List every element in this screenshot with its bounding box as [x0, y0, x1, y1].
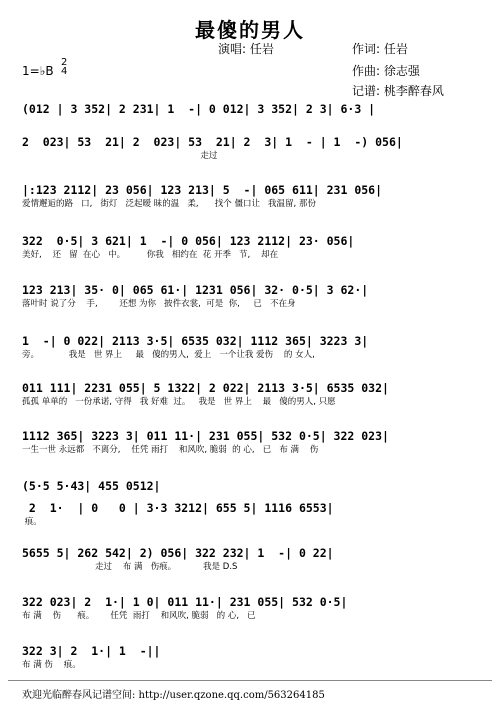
score-row: [22, 594, 462, 622]
lyrics: 布 满 伤 痕。 任凭 雨打 和风吹, 脆弱 的 心, 已: [22, 611, 256, 621]
notes: 2 023| 53 21| 2 023| 53 21| 2 3| 1 - | 1 -) 056|: [22, 135, 403, 149]
score-row: [22, 500, 462, 528]
lyricist-credit: 作词: 任岩: [352, 42, 408, 56]
notes: 011 111| 2231 055| 5 1322| 2 022| 2113 3·5| 6535 032|: [22, 381, 389, 395]
lyrics: 一生一世 永远都 不离分, 任凭 雨打 和风吹, 脆弱 的 心, 已 布 满 伤: [22, 445, 319, 455]
time-signature: [61, 58, 67, 76]
footer-divider: [8, 680, 492, 681]
lyrics: 走过: [22, 151, 218, 161]
notes: 322 0·5| 3 621| 1 -| 0 056| 123 2112| 23· 056|: [22, 234, 355, 248]
notes: 322 023| 2 1·| 1 0| 011 11·| 231 055| 532 0·5|: [22, 595, 348, 609]
lyrics: 美好, 还 留 在心 中。 你我 相约在 花 开季 节, 却在: [22, 250, 279, 260]
time-signature-bottom: 4: [61, 66, 68, 77]
song-title: 最傻的男人: [195, 18, 305, 42]
score-row: [22, 233, 462, 261]
notes: |:123 2112| 23 056| 123 213| 5 -| 065 611| 231 056|: [22, 183, 383, 197]
notes: 2 1· | 0 0 | 3·3 3212| 655 5| 1116 6553|: [22, 501, 334, 515]
lyrics: 落叶时 说了分 手, 还想 为你 披件衣裳, 可是 你, 已 不在身: [22, 299, 296, 309]
lyrics: 旁。 我是 世 界上 最 傻的男人, 爱上 一个让我 爱伤 的 女人,: [22, 350, 315, 360]
score-row: [22, 182, 462, 210]
notes: 322 3| 2 1·| 1 -||: [22, 644, 161, 658]
notes: (012 | 3 352| 2 231| 1 -| 0 012| 3 352| 2 3| 6·3 |: [22, 102, 376, 116]
score-row: [22, 134, 462, 162]
lyrics: [22, 117, 462, 129]
notes: 5655 5| 262 542| 2) 056| 322 232| 1 -| 0 22|: [22, 546, 334, 560]
notes: 1112 365| 3223 3| 011 11·| 231 055| 532 0·5| 322 023|: [22, 429, 389, 443]
footer-link-text: 欢迎光临醉春风记谱空间: http://user.qzone.qq.com/563264185: [22, 690, 325, 701]
notes: (5·5 5·43| 455 0512|: [22, 479, 161, 493]
lyrics: 走过 布 满 伤痕。 我是 D.S: [22, 562, 238, 572]
lyrics: 孤孤 单单的 一份承诺, 守得 我 好难 过。 我是 世 界上 最 傻的男人, 只愿: [22, 397, 336, 407]
score-row: [22, 545, 462, 573]
notes: 123 213| 35· 0| 065 61·| 1231 056| 32· 0·5| 3 62·|: [22, 283, 369, 297]
score-row: [22, 380, 462, 408]
score-row: [22, 282, 462, 310]
composer-credit: 作曲: 徐志强: [352, 64, 420, 78]
singer-credit: 演唱: 任岩: [218, 42, 274, 56]
key-signature: 1=♭B: [22, 64, 54, 78]
time-signature-top: 2: [61, 57, 68, 68]
score-row: [22, 333, 462, 361]
score-row: [22, 428, 462, 456]
lyrics: 爱情邂逅的路 口, 街灯 泛起暧 昧的温 柔, 找个 僵口让 我温留, 那份: [22, 199, 316, 209]
notes: 1 -| 0 022| 2113 3·5| 6535 032| 1112 365| 3223 3|: [22, 334, 369, 348]
score-row: [22, 643, 462, 671]
score-row: [22, 101, 462, 129]
lyrics: 痕。: [22, 517, 42, 527]
lyrics: 布 满 伤 痕。: [22, 660, 81, 670]
transcriber-credit: 记谱: 桃李醉春风: [352, 84, 444, 98]
